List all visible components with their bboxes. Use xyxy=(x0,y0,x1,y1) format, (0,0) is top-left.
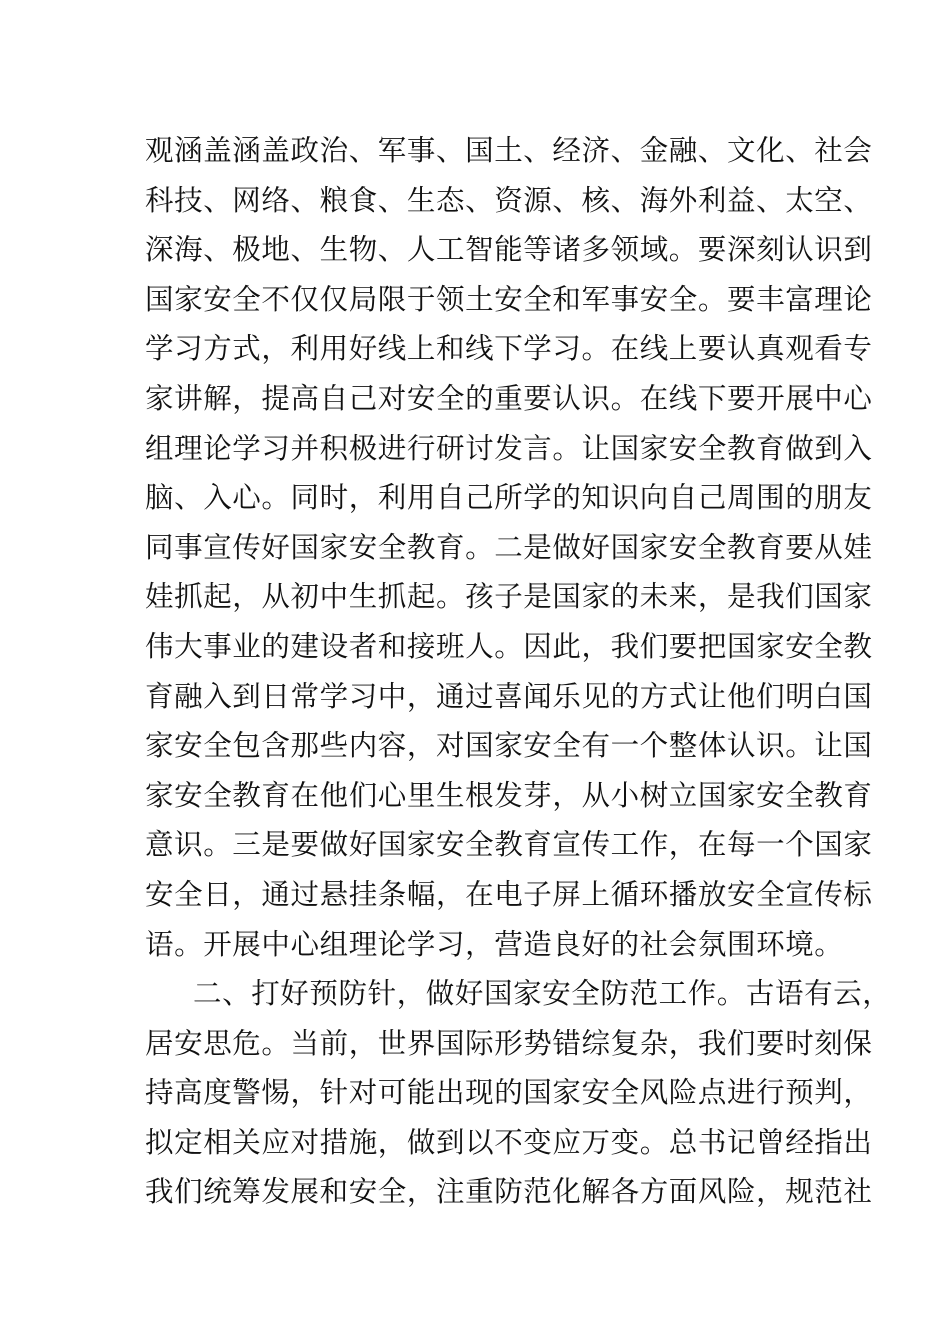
text-line-10: 娃抓起，从初中生抓起。孩子是国家的未来，是我们国家 xyxy=(145,580,873,614)
text-line-3: 深海、极地、生物、人工智能等诸多领域。要深刻认识到 xyxy=(145,233,873,267)
text-line-21: 拟定相关应对措施，做到以不变应万变。总书记曾经指出 xyxy=(145,1125,873,1159)
text-line-19: 居安思危。当前，世界国际形势错综复杂，我们要时刻保 xyxy=(145,1026,873,1060)
text-line-9: 同事宣传好国家安全教育。二是做好国家安全教育要从娃 xyxy=(145,530,873,564)
text-line-5: 学习方式，利用好线上和线下学习。在线上要认真观看专 xyxy=(145,332,873,366)
text-line-12: 育融入到日常学习中，通过喜闻乐见的方式让他们明白国 xyxy=(145,679,873,713)
text-line-2: 科技、网络、粮食、生态、资源、核、海外利益、太空、 xyxy=(145,183,873,217)
text-line-20: 持高度警惕，针对可能出现的国家安全风险点进行预判， xyxy=(145,1076,873,1110)
text-line-7: 组理论学习并积极进行研讨发言。让国家安全教育做到入 xyxy=(145,431,873,465)
text-line-14: 家安全教育在他们心里生根发芽，从小树立国家安全教育 xyxy=(145,778,873,812)
text-line-8: 脑、入心。同时，利用自己所学的知识向自己周围的朋友 xyxy=(145,481,873,515)
text-line-22: 我们统筹发展和安全，注重防范化解各方面风险，规范社 xyxy=(145,1175,873,1209)
text-line-11: 伟大事业的建设者和接班人。因此，我们要把国家安全教 xyxy=(145,629,873,663)
text-line-1: 观涵盖涵盖政治、军事、国土、经济、金融、文化、社会 xyxy=(145,134,873,167)
text-line-16: 安全日，通过悬挂条幅，在电子屏上循环播放安全宣传标 xyxy=(145,877,873,911)
text-line-4: 国家安全不仅仅局限于领土安全和军事安全。要丰富理论 xyxy=(145,282,873,316)
text-line-13: 家安全包含那些内容，对国家安全有一个整体认识。让国 xyxy=(145,729,873,763)
text-line-15: 意识。三是要做好国家安全教育宣传工作，在每一个国家 xyxy=(145,828,873,862)
paragraph-heading-line: 二、打好预防针，做好国家安全防范工作。古语有云， xyxy=(193,977,892,1011)
text-line-17: 语。开展中心组理论学习，营造良好的社会氛围环境。 xyxy=(145,927,844,961)
text-line-6: 家讲解，提高自己对安全的重要认识。在线下要开展中心 xyxy=(145,381,873,415)
body-text xyxy=(145,126,892,1217)
